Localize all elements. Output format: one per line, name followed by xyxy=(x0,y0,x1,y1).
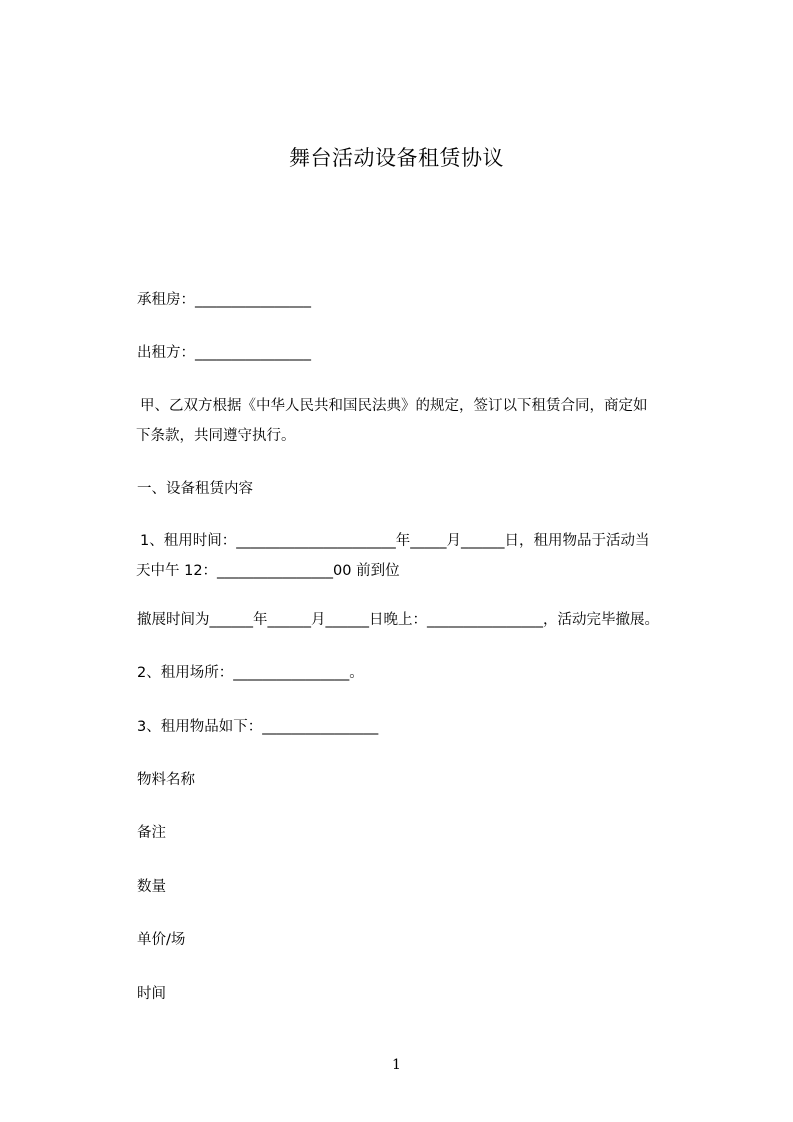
intro-line-2: 下条款，共同遵守执行。 xyxy=(136,428,296,444)
document-title: 舞台活动设备租赁协议 xyxy=(289,146,504,170)
rental-time-paragraph xyxy=(137,526,713,586)
table-column-name: 物料名称 xyxy=(137,772,195,788)
rental-time-line-1: 1、租用时间：______________________年_____月______日，租用物品于活动当 xyxy=(140,533,650,549)
rental-time-line-2: 天中午 12：________________00 前到位 xyxy=(136,563,400,579)
intro-line-1: 甲、乙双方根据《中华人民共和国民法典》的规定，签订以下租赁合同，商定如 xyxy=(140,398,648,414)
intro-paragraph xyxy=(137,391,713,451)
page-number: 1 xyxy=(392,1057,401,1073)
lessor-field: 出租方：________________ xyxy=(137,345,311,361)
table-column-quantity: 数量 xyxy=(137,879,166,895)
table-column-time: 时间 xyxy=(137,986,166,1002)
lessee-field: 承租房：________________ xyxy=(137,292,311,308)
rental-venue-line: 2、租用场所：________________。 xyxy=(137,665,364,681)
rental-items-line: 3、租用物品如下：________________ xyxy=(137,719,379,735)
section-heading-equipment: 一、设备租赁内容 xyxy=(137,481,253,497)
table-column-remark: 备注 xyxy=(137,825,166,841)
table-column-unit-price: 单价/场 xyxy=(137,932,186,948)
teardown-time-line: 撤展时间为______年______月______日晚上：________________，活动完毕撤展。 xyxy=(137,612,659,628)
